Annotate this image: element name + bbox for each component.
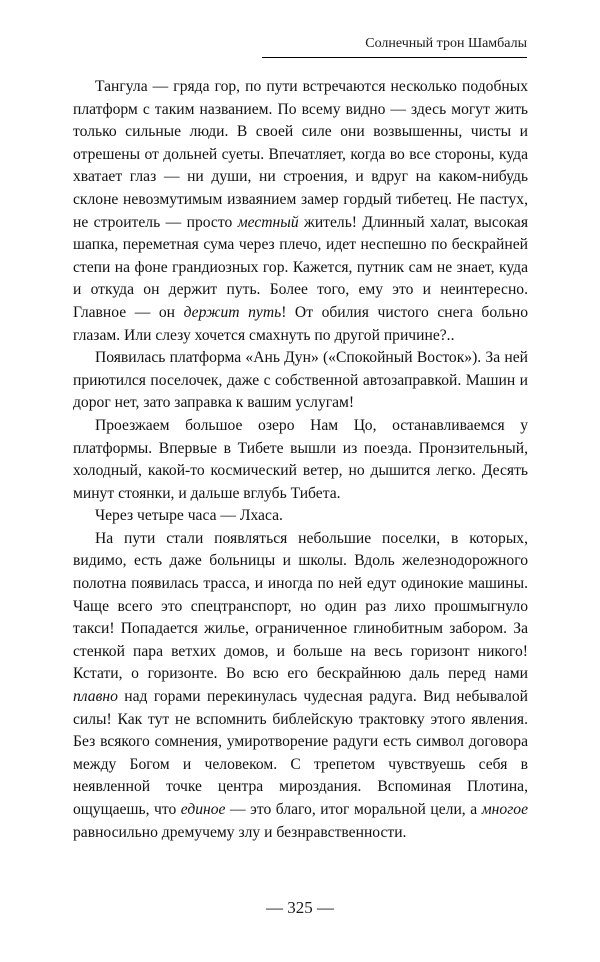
running-header-title: Солнечный трон Шамбалы bbox=[365, 36, 527, 51]
emphasis: единое bbox=[180, 801, 226, 818]
body-text bbox=[73, 76, 528, 844]
emphasis: держит путь bbox=[183, 303, 282, 321]
running-header bbox=[262, 32, 527, 58]
paragraph: Через четыре часа — Лхаса. bbox=[95, 507, 283, 525]
paragraph: Проезжаем большое озеро Нам Цо, останавливаемся у платформы. Впервые в Тибете вышли из поезда. Пронзительный, холодный, какой-то космический ветер, но дышится легко. Десять минут стоянки, и дальше вглубь Тибета. bbox=[73, 416, 528, 502]
paragraph: На пути стали появляться небольшие поселки, в которых, видимо, есть даже больницы и школы. Вдоль железнодорожного полотна появилась трасса, и иногда по ней едут одинокие машины. Чаще всего это спецтранспорт, но один раз лихо прошмыгнуло такси! Попадается жилье, ограниченное глинобитным забором. За стенкой пара ветхих домов, и больше на весь горизонт никого! Кстати, о горизонте. Во всю его бескрайнюю даль перед нами плавно над горами перекинулась чудесная радуга. Вид небывалой силы! Как тут не вспомнить библейскую трактовку этого явления. Без всякого сомнения, умиротворение радуги есть символ договора между Богом и человеком. С трепетом чувствуешь себя в неявленной точке центра мироздания. Вспоминая Плотина, ощущаешь, что единое — это благо, итог моральной цели, а многое равносильно дремучему злу и безнравственности. bbox=[73, 529, 528, 841]
page-number: — 325 — bbox=[266, 898, 334, 917]
emphasis: плавно bbox=[73, 688, 118, 706]
paragraph: Тангула — гряда гор, по пути встречаются несколько подобных платформ с таким названием. По всему видно — здесь могут жить только сильные люди. В своей силе они возвышенны, чисты и отрешены от дольней суеты. Впечатляет, когда во все стороны, куда хватает глаз — ни души, ни строения, и вдруг на каком-нибудь склоне невозмутимым изваянием замер гордый тибетец. Не пастух, не строитель — просто местный житель! Длинный халат, высокая шапка, переметная сума через плечо, идет неспешно по бескрайней степи на фоне грандиозных гор. Кажется, путник сам не знает, куда и откуда он держит путь. Более того, ему это и неинтересно. Главное — он держит путь! От обилия чистого снега больно глазам. Или слезу хочется смахнуть по другой причине?.. bbox=[73, 78, 529, 344]
emphasis: многое bbox=[481, 801, 528, 818]
paragraph: Появилась платформа «Ань Дун» («Спокойный Восток»). За ней приютился поселочек, даже с собственной автозаправкой. Машин и дорог нет, зато заправка к вашим услугам! bbox=[73, 349, 528, 412]
emphasis: местный bbox=[237, 213, 299, 231]
